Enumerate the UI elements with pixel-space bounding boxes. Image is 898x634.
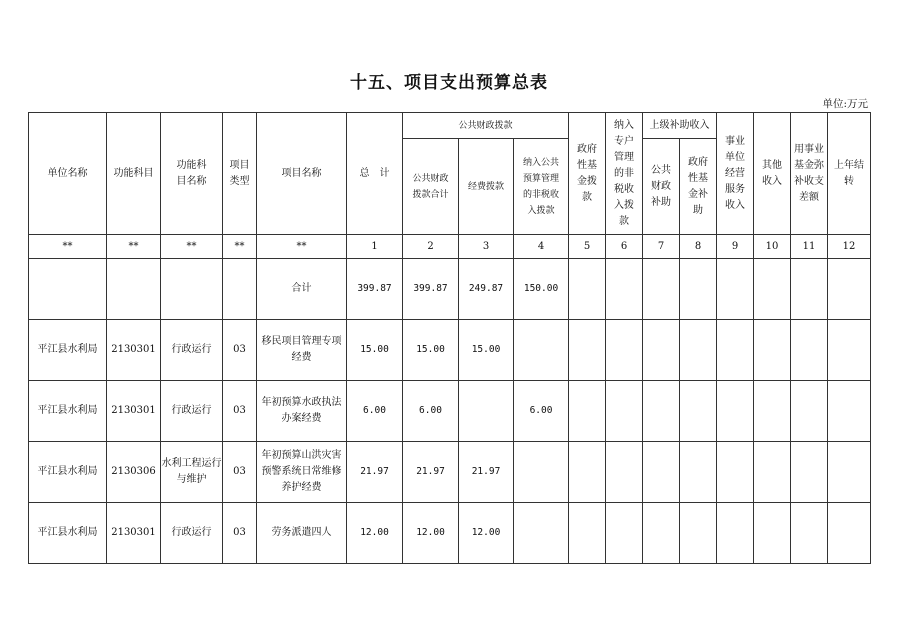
cell-empty	[606, 320, 643, 381]
header-other-income: 其他收入	[754, 113, 791, 235]
cell-empty	[828, 381, 871, 442]
cell-empty	[29, 259, 107, 320]
cell-empty	[606, 381, 643, 442]
row-pf-funding: 21.97	[459, 442, 514, 503]
row-pf-nontax: 6.00	[514, 381, 569, 442]
row-total: 12.00	[347, 503, 403, 564]
index-cell: 11	[791, 235, 828, 259]
header-unit-name: 单位名称	[29, 113, 107, 235]
cell-empty	[569, 381, 606, 442]
cell-empty	[791, 381, 828, 442]
cell-empty	[717, 442, 754, 503]
row-total: 21.97	[347, 442, 403, 503]
index-cell: 6	[606, 235, 643, 259]
header-public-finance: 公共财政拨款	[403, 113, 569, 139]
cell-empty	[569, 442, 606, 503]
header-pf-nontax: 纳入公共预算管理的非税收入拨款	[514, 139, 569, 235]
total-pf-funding: 249.87	[459, 259, 514, 320]
total-pf-nontax: 150.00	[514, 259, 569, 320]
index-cell: 8	[680, 235, 717, 259]
row-pf-funding: 12.00	[459, 503, 514, 564]
row-subject: 2130306	[107, 442, 161, 503]
row-pf-nontax	[514, 320, 569, 381]
row-subject: 2130301	[107, 503, 161, 564]
row-unit: 平江县水利局	[29, 320, 107, 381]
cell-empty	[680, 442, 717, 503]
table-row	[29, 381, 871, 442]
cell-empty	[754, 503, 791, 564]
index-row	[29, 235, 871, 259]
header-total: 总 计	[347, 113, 403, 235]
cell-empty	[754, 259, 791, 320]
cell-empty	[791, 320, 828, 381]
header-superior-subsidy: 上级补助收入	[643, 113, 717, 139]
index-cell: 7	[643, 235, 680, 259]
cell-empty	[754, 442, 791, 503]
cell-empty	[791, 442, 828, 503]
cell-empty	[680, 503, 717, 564]
cell-empty	[754, 320, 791, 381]
header-fund-makeup: 用事业基金弥补收支差额	[791, 113, 828, 235]
header-special-nontax: 纳入专户管理的非税收入拨款	[606, 113, 643, 235]
total-total: 399.87	[347, 259, 403, 320]
index-cell: 10	[754, 235, 791, 259]
index-cell: **	[107, 235, 161, 259]
cell-empty	[754, 381, 791, 442]
row-pf-total: 6.00	[403, 381, 459, 442]
header-pf-funding: 经费拨款	[459, 139, 514, 235]
index-cell: 4	[514, 235, 569, 259]
row-pf-total: 12.00	[403, 503, 459, 564]
index-cell: 5	[569, 235, 606, 259]
row-unit: 平江县水利局	[29, 503, 107, 564]
header-func-subject-name: 功能科目名称	[161, 113, 223, 235]
row-subject-name: 行政运行	[161, 503, 223, 564]
row-pf-funding	[459, 381, 514, 442]
cell-empty	[791, 503, 828, 564]
total-pf-total: 399.87	[403, 259, 459, 320]
cell-empty	[828, 503, 871, 564]
table-row	[29, 442, 871, 503]
total-label: 合计	[257, 259, 347, 320]
total-row	[29, 259, 871, 320]
header-row-1	[29, 113, 871, 139]
header-business-income: 事业单位经营服务收入	[717, 113, 754, 235]
row-subject-name: 行政运行	[161, 320, 223, 381]
table-row	[29, 320, 871, 381]
index-cell: 12	[828, 235, 871, 259]
cell-empty	[606, 442, 643, 503]
cell-empty	[606, 503, 643, 564]
row-type: 03	[223, 442, 257, 503]
row-unit: 平江县水利局	[29, 442, 107, 503]
row-pf-funding: 15.00	[459, 320, 514, 381]
row-type: 03	[223, 381, 257, 442]
cell-empty	[606, 259, 643, 320]
row-total: 6.00	[347, 381, 403, 442]
row-subject: 2130301	[107, 320, 161, 381]
row-type: 03	[223, 320, 257, 381]
row-project-name: 年初预算山洪灾害预警系统日常维修养护经费	[257, 442, 347, 503]
index-cell: **	[29, 235, 107, 259]
page-title: 十五、项目支出预算总表	[350, 73, 548, 93]
table-row	[29, 503, 871, 564]
header-sup-gov-fund: 政府性基金补助	[680, 139, 717, 235]
cell-empty	[828, 320, 871, 381]
index-cell: **	[161, 235, 223, 259]
cell-empty	[569, 320, 606, 381]
cell-empty	[717, 320, 754, 381]
row-project-name: 年初预算水政执法办案经费	[257, 381, 347, 442]
header-pf-total: 公共财政拨款合计	[403, 139, 459, 235]
index-cell: **	[257, 235, 347, 259]
cell-empty	[643, 320, 680, 381]
cell-empty	[791, 259, 828, 320]
budget-table	[28, 112, 871, 564]
row-subject-name: 水利工程运行与维护	[161, 442, 223, 503]
cell-empty	[680, 381, 717, 442]
index-cell: 1	[347, 235, 403, 259]
index-cell: 3	[459, 235, 514, 259]
cell-empty	[643, 259, 680, 320]
row-type: 03	[223, 503, 257, 564]
unit-label: 单位:万元	[822, 98, 868, 110]
cell-empty	[223, 259, 257, 320]
cell-empty	[717, 381, 754, 442]
row-pf-total: 21.97	[403, 442, 459, 503]
index-cell: **	[223, 235, 257, 259]
row-pf-nontax	[514, 503, 569, 564]
row-project-name: 劳务派遣四人	[257, 503, 347, 564]
cell-empty	[161, 259, 223, 320]
header-sup-public: 公共财政补助	[643, 139, 680, 235]
cell-empty	[569, 503, 606, 564]
cell-empty	[643, 442, 680, 503]
cell-empty	[569, 259, 606, 320]
row-subject-name: 行政运行	[161, 381, 223, 442]
cell-empty	[828, 442, 871, 503]
cell-empty	[717, 503, 754, 564]
row-total: 15.00	[347, 320, 403, 381]
cell-empty	[680, 320, 717, 381]
header-project-type: 项目类型	[223, 113, 257, 235]
cell-empty	[828, 259, 871, 320]
header-func-subject: 功能科目	[107, 113, 161, 235]
cell-empty	[643, 503, 680, 564]
header-gov-fund: 政府性基金拨款	[569, 113, 606, 235]
row-project-name: 移民项目管理专项经费	[257, 320, 347, 381]
cell-empty	[680, 259, 717, 320]
index-cell: 9	[717, 235, 754, 259]
row-pf-nontax	[514, 442, 569, 503]
row-unit: 平江县水利局	[29, 381, 107, 442]
row-pf-total: 15.00	[403, 320, 459, 381]
cell-empty	[643, 381, 680, 442]
row-subject: 2130301	[107, 381, 161, 442]
cell-empty	[717, 259, 754, 320]
cell-empty	[107, 259, 161, 320]
index-cell: 2	[403, 235, 459, 259]
header-project-name: 项目名称	[257, 113, 347, 235]
header-last-year: 上年结转	[828, 113, 871, 235]
